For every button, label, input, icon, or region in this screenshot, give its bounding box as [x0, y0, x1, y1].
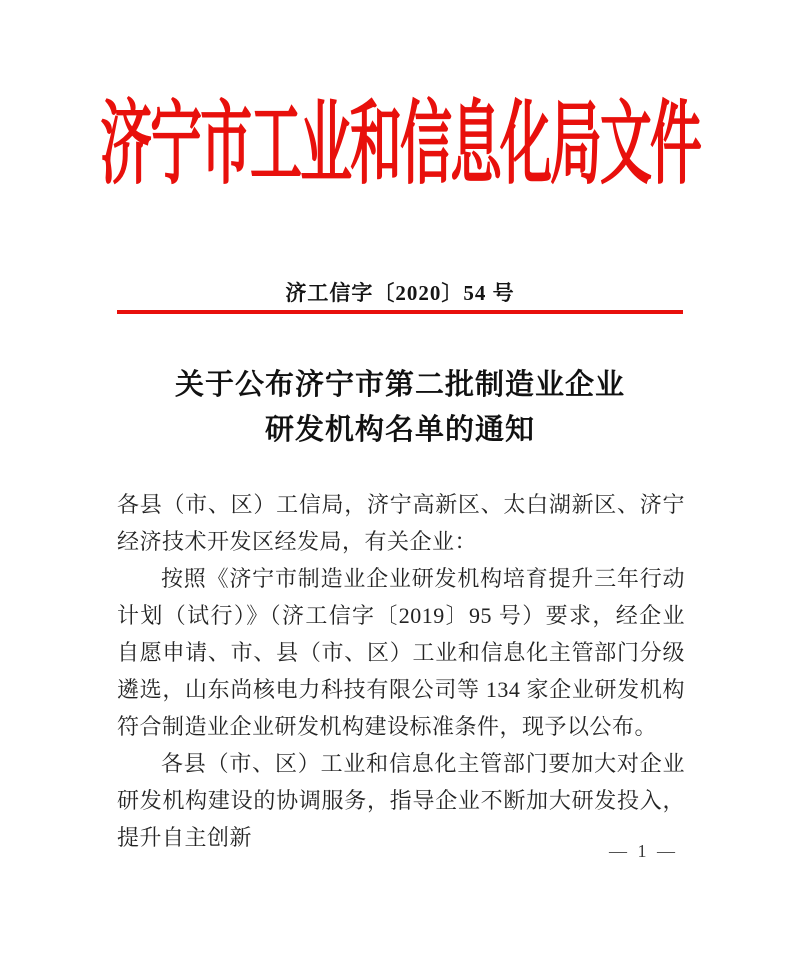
document-title [0, 363, 800, 453]
body-paragraph-instruction: 各县（市、区）工业和信息化主管部门要加大对企业研发机构建设的协调服务，指导企业不断加大研发投入，提升自主创新 [117, 751, 685, 850]
document-number: 济工信字〔2020〕54 号 [285, 281, 515, 305]
page-number: — 1 — [609, 841, 678, 861]
document-title-line2: 研发机构名单的通知 [264, 414, 535, 446]
body-paragraph-announcement: 按照《济宁市制造业企业研发机构培育提升三年行动计划（试行）》（济工信字〔2019〕95 号）要求，经企业自愿申请、市、县（市、区）工业和信息化主管部门分级遴选，山东尚核电力科技有限公司等 134 家企业研发机构符合制造业企业研发机构建设标准条件，现予以公布。 [117, 566, 685, 739]
agency-letterhead-title: 济宁市工业和信息化局文件 [100, 96, 700, 197]
document-title-line1: 关于公布济宁市第二批制造业企业 [174, 369, 625, 401]
letterhead-banner [0, 84, 800, 197]
red-divider-line [117, 310, 683, 314]
document-body [117, 486, 685, 856]
salutation-paragraph: 各县（市、区）工信局，济宁高新区、太白湖新区、济宁经济技术开发区经发局，有关企业： [117, 492, 685, 554]
